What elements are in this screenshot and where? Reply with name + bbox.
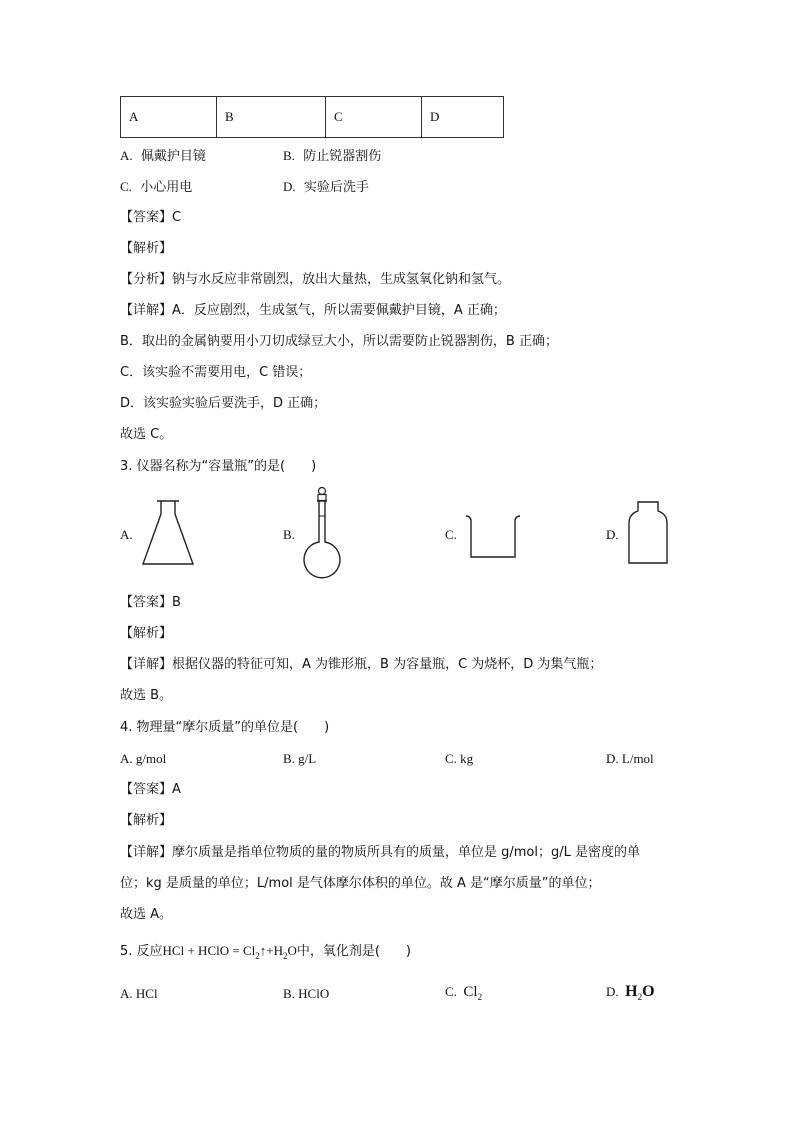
q2-option-c: C. 小心用电 bbox=[120, 179, 193, 195]
q4-detail-line: 位；kg 是质量的单位；L/mol 是气体摩尔体积的单位。故 A 是“摩尔质量”的单位； bbox=[120, 876, 601, 891]
q2-analysis-line: D．该实验实验后要洗手，D 正确； bbox=[120, 396, 327, 411]
q3-option-a-label: A. bbox=[120, 527, 133, 542]
q5-option-d: D. $H_2O$ bbox=[606, 983, 655, 1002]
q4-detail-line: 【详解】摩尔质量是指单位物质的量的物质所具有的质量，单位是 g/mol；g/L 是密度的单 bbox=[120, 845, 641, 860]
gas-collecting-bottle-icon bbox=[626, 501, 670, 565]
reaction-equation: HCl + HClO = $Cl_2↑+H_2O$ bbox=[162, 943, 297, 961]
q2-option-d: D. 实验后洗手 bbox=[283, 179, 369, 195]
q3-detail: 【详解】根据仪器的特征可知，A 为锥形瓶，B 为容量瓶，C 为烧杯，D 为集气瓶； bbox=[120, 657, 603, 672]
q4-conclusion: 故选 A。 bbox=[120, 907, 173, 922]
q2-conclusion: 故选 C。 bbox=[120, 427, 173, 442]
volumetric-flask-icon bbox=[300, 486, 344, 584]
q3-answer: 【答案】B bbox=[120, 595, 181, 610]
q2-analysis-title: 【解析】 bbox=[120, 241, 173, 256]
table-cell-a: A bbox=[121, 97, 217, 138]
q4-answer: 【答案】A bbox=[120, 782, 181, 797]
q2-option-a: A. 佩戴护目镜 bbox=[120, 148, 206, 164]
q3-stem: 3. 仪器名称为“容量瓶”的是( ) bbox=[120, 459, 317, 474]
q2-analysis-line: 【分析】钠与水反应非常剧烈，放出大量热，生成氢氧化钠和氢气。 bbox=[120, 272, 511, 287]
q4-option-a: A. g/mol bbox=[120, 751, 167, 766]
q3-analysis-title: 【解析】 bbox=[120, 626, 173, 641]
table-cell-b: B bbox=[217, 97, 326, 138]
q5-option-b: B. HClO bbox=[283, 986, 330, 1001]
q4-option-d: D. L/mol bbox=[606, 751, 654, 766]
q3-option-c-label: C. bbox=[445, 527, 457, 542]
q2-analysis-line: B．取出的金属钠要用小刀切成绿豆大小，所以需要防止锐器割伤，B 正确； bbox=[120, 334, 558, 349]
table-cell-c: C bbox=[326, 97, 422, 138]
q2-option-b: B. 防止锐器割伤 bbox=[283, 148, 382, 164]
q2-answer: 【答案】C bbox=[120, 210, 182, 225]
q4-stem: 4. 物理量“摩尔质量”的单位是( ) bbox=[120, 720, 330, 735]
beaker-icon bbox=[464, 514, 522, 560]
q5-option-a: A. HCl bbox=[120, 986, 158, 1001]
q4-option-b: B. g/L bbox=[283, 751, 317, 766]
q2-analysis-line: 【详解】A．反应剧烈，生成氢气，所以需要佩戴护目镜，A 正确； bbox=[120, 303, 506, 318]
q4-analysis-title: 【解析】 bbox=[120, 813, 173, 828]
q3-conclusion: 故选 B。 bbox=[120, 688, 173, 703]
q5-stem: 5. 反应HCl + HClO = $Cl_2↑+H_2O$中，氧化剂是( ) bbox=[120, 943, 412, 961]
q2-analysis-line: C．该实验不需要用电，C 错误； bbox=[120, 365, 312, 380]
q5-option-c: C. $Cl_2$ bbox=[445, 984, 483, 1002]
conical-flask-icon bbox=[140, 500, 196, 568]
table-cell-d: D bbox=[422, 97, 504, 138]
q3-option-b-label: B. bbox=[283, 527, 295, 542]
option-table bbox=[120, 96, 504, 138]
q3-option-d-label: D. bbox=[606, 527, 619, 542]
q4-option-c: C. kg bbox=[445, 751, 474, 766]
